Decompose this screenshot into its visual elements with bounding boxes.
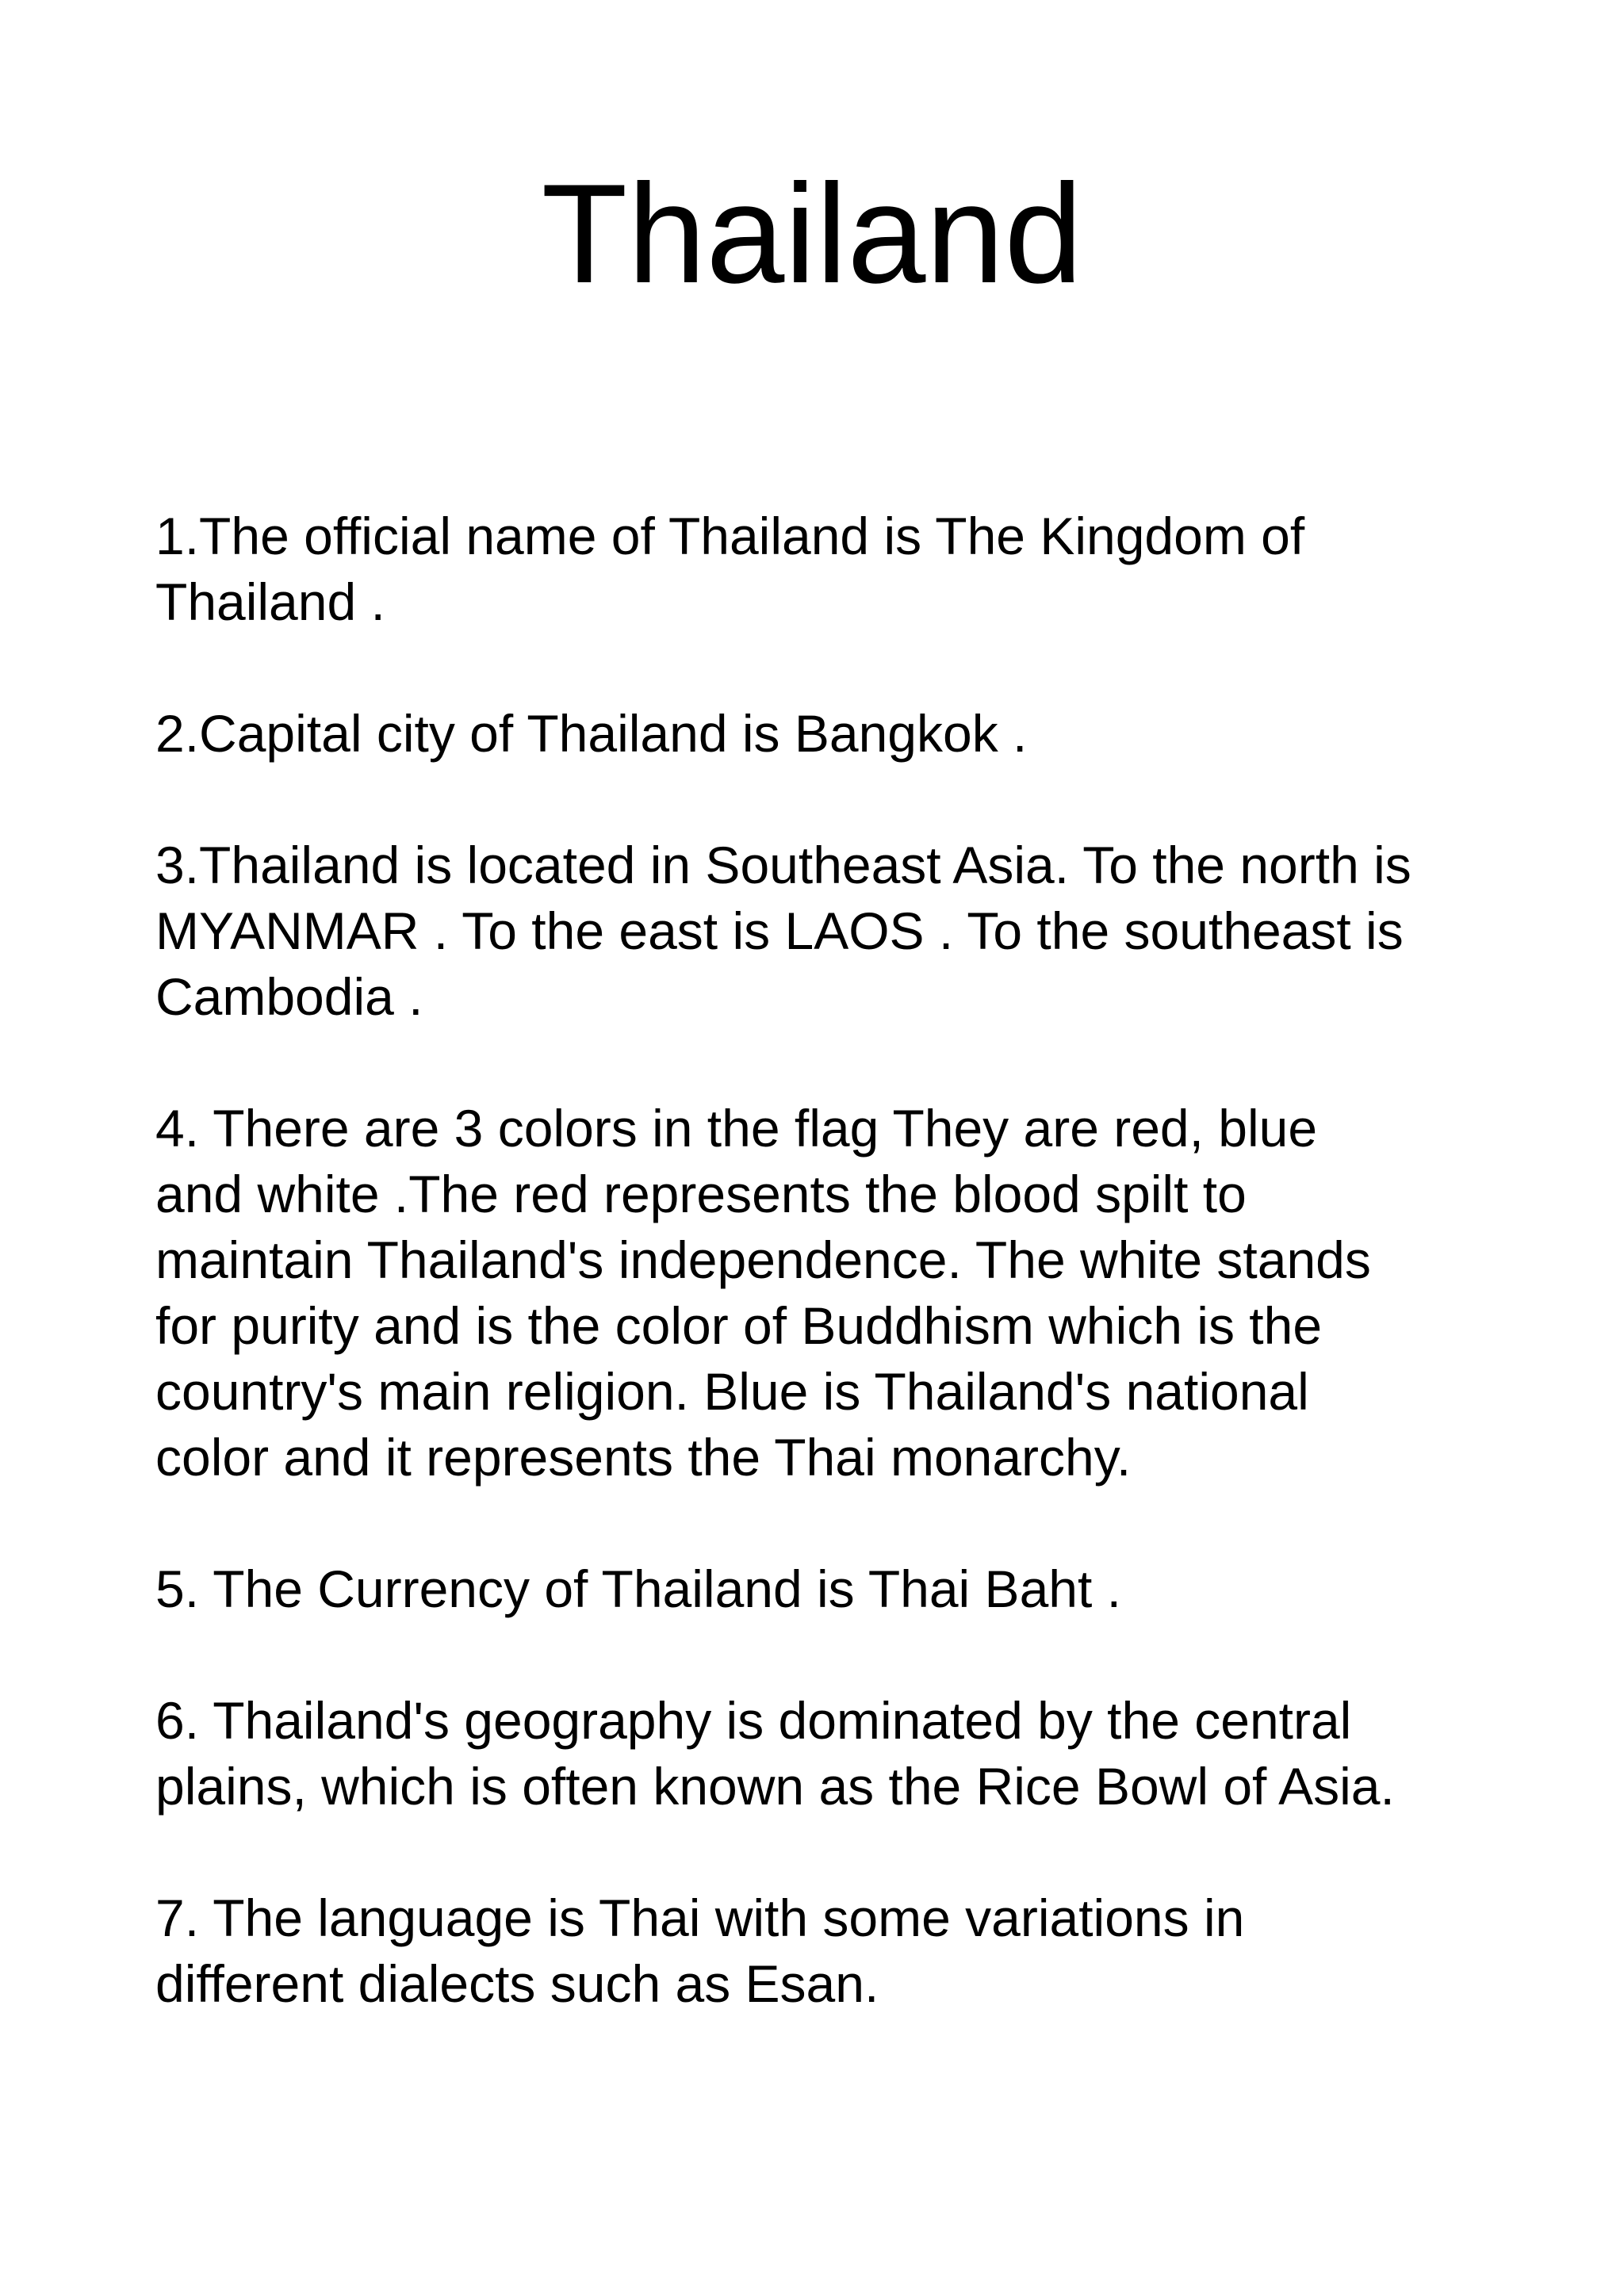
fact-item-official-name: 1.The official name of Thailand is The Kingdom of Thailand . (155, 507, 1305, 631)
fact-item-location: 3.Thailand is located in Southeast Asia. To the north is MYANMAR . To the east is LAOS . To the southeast is Cambodia . (155, 836, 1411, 1026)
fact-item-flag-colors: 4. There are 3 colors in the flag They are red, blue and white .The red represents the blood spilt to maintain Thailand's independence. The white stands for purity and is the color of Buddhism which is the country's main religion. Blue is Thailand's national color and it represents the Thai monarchy. (155, 1099, 1371, 1487)
fact-item-currency: 5. The Currency of Thailand is Thai Baht . (155, 1559, 1122, 1618)
fact-item-language: 7. The language is Thai with some variations in different dialects such as Esan. (155, 1888, 1245, 2013)
fact-item-geography: 6. Thailand's geography is dominated by the central plains, which is often known as the Rice Bowl of Asia. (155, 1691, 1395, 1816)
page-title: Thailand (541, 155, 1083, 312)
fact-item-capital: 2.Capital city of Thailand is Bangkok . (155, 704, 1028, 763)
facts-list (155, 503, 1551, 2017)
